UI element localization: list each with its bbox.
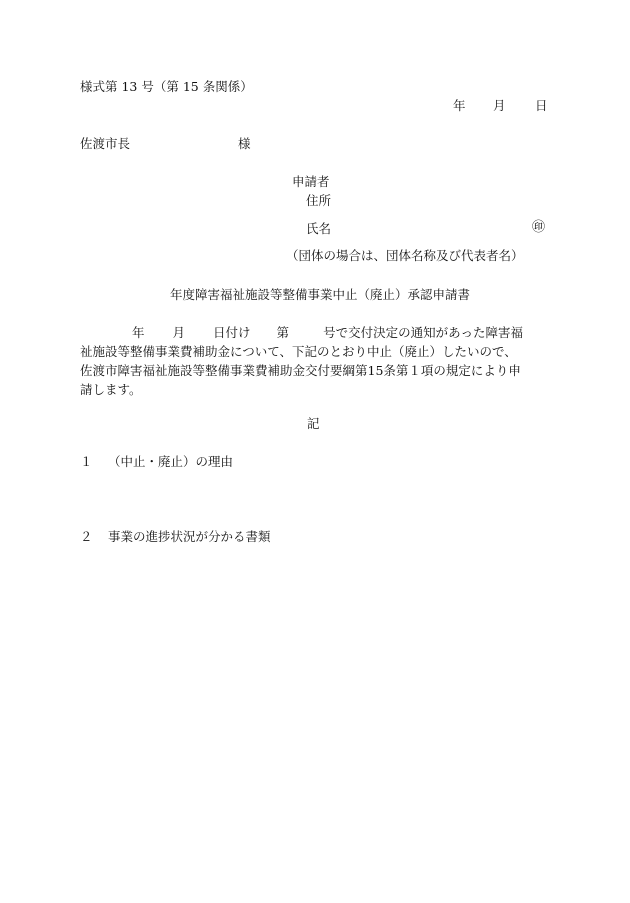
list-item bbox=[80, 456, 233, 469]
body-text bbox=[80, 323, 556, 399]
item-number: １ bbox=[80, 454, 93, 469]
body-day-dated-label: 日付け bbox=[213, 325, 251, 340]
form-number: 様式第 13 号（第 15 条関係） bbox=[80, 79, 253, 94]
applicant-label: 申請者 bbox=[292, 174, 330, 189]
ki-heading: 記 bbox=[307, 416, 320, 431]
item-label: （中止・廃止）の理由 bbox=[108, 454, 234, 469]
body-number-prefix: 第 bbox=[276, 325, 290, 340]
address-label: 住所 bbox=[306, 193, 332, 208]
item-number: ２ bbox=[80, 529, 93, 544]
date-year-label: 年 bbox=[453, 98, 466, 113]
document-title: 年度障害福祉施設等整備事業中止（廃止）承認申請書 bbox=[170, 287, 471, 302]
item-label: 事業の進捗状況が分かる書類 bbox=[108, 529, 271, 544]
body-year-label: 年 bbox=[132, 325, 145, 340]
body-line-3: 佐渡市障害福祉施設等整備事業費補助金交付要綱第15条第１項の規定により申 bbox=[80, 363, 521, 378]
group-note: （団体の場合は、団体名称及び代表者名） bbox=[286, 248, 524, 263]
seal-mark: ㊞ bbox=[532, 220, 546, 235]
list-item bbox=[80, 531, 271, 544]
body-line-1 bbox=[80, 323, 556, 342]
body-month-label: 月 bbox=[172, 325, 186, 340]
body-line-2: 祉施設等整備事業費補助金について、下記のとおり中止（廃止）したいので、 bbox=[80, 344, 517, 359]
recipient-suffix: 様 bbox=[238, 136, 251, 151]
body-line-4: 請します。 bbox=[80, 382, 142, 397]
recipient-name: 佐渡市長 bbox=[80, 136, 131, 151]
body-line-1-rest: 号で交付決定の通知があった障害福 bbox=[323, 325, 523, 340]
date-day-label: 日 bbox=[535, 98, 548, 113]
name-label: 氏名 bbox=[306, 221, 332, 236]
date-month-label: 月 bbox=[493, 98, 506, 113]
